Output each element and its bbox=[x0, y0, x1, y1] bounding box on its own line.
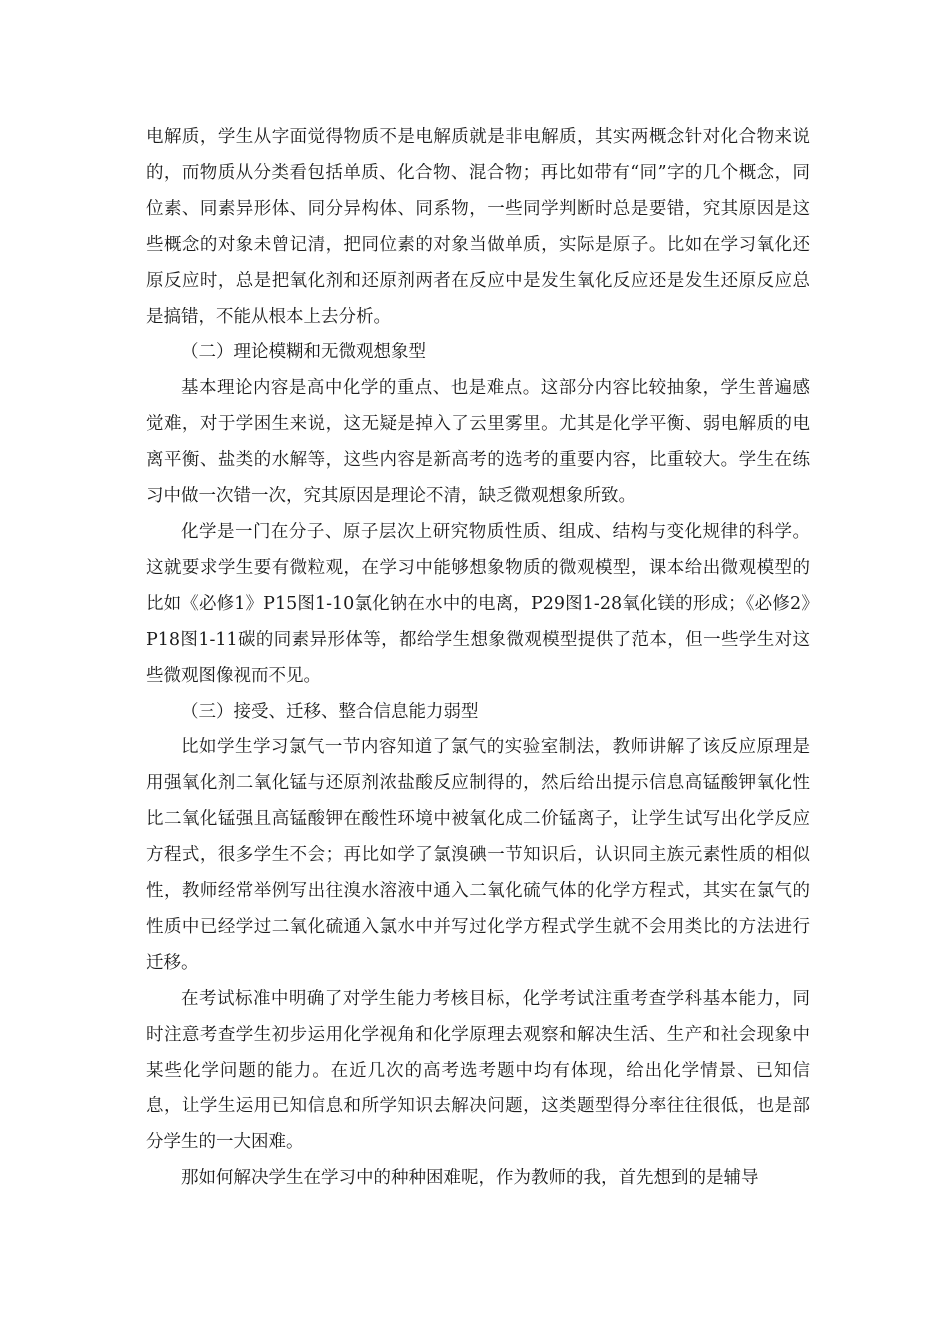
paragraph: 在考试标准中明确了对学生能力考核目标，化学考试注重考查学科基本能力，同时注意考查学生初步运用化学视角和化学原理去观察和解决生活、生产和社会现象中某些化学问题的能力。在近几次的高考选考题中均有体现，给出化学情景、已知信息，让学生运用已知信息和所学知识去解决问题，这类题型得分率往往很低，也是部分学生的一大困难。 bbox=[146, 988, 810, 1153]
section-heading-2: （二）理论模糊和无微观想象型 bbox=[181, 342, 426, 363]
paragraph: 比如学生学习氯气一节内容知道了氯气的实验室制法，教师讲解了该反应原理是用强氧化剂二氧化锰与还原剂浓盐酸反应制得的，然后给出提示信息高锰酸钾氧化性比二氧化锰强且高锰酸钾在酸性环境中被氧化成二价锰离子，让学生试写出化学反应方程式，很多学生不会；再比如学了氯溴碘一节知识后，认识同主族元素性质的相似性，教师经常举例写出往溴水溶液中通入二氧化硫气体的化学方程式，其实在氯气的性质中已经学过二氧化硫通入氯水中并写过化学方程式学生就不会用类比的方法进行迁移。 bbox=[146, 737, 810, 973]
paragraph: 化学是一门在分子、原子层次上研究物质性质、组成、结构与变化规律的科学。这就要求学生要有微粒观，在学习中能够想象物质的微观模型，课本给出微观模型的比如《必修1》P15图1-10氯化钠在水中的电离，P29图1-28氧化镁的形成；《必修2》P18图1-11碳的同素异形体等，都给学生想象微观模型提供了范本，但一些学生对这些微观图像视而不见。 bbox=[146, 521, 810, 686]
document-body bbox=[146, 120, 810, 1197]
paragraph-last: 那如何解决学生在学习中的种种困难呢，作为教师的我，首先想到的是辅导 bbox=[181, 1168, 759, 1189]
section-heading-3: （三）接受、迁移、整合信息能力弱型 bbox=[181, 701, 479, 722]
paragraph: 基本理论内容是高中化学的重点、也是难点。这部分内容比较抽象，学生普遍感觉难，对于学困生来说，这无疑是掉入了云里雾里。尤其是化学平衡、弱电解质的电离平衡、盐类的水解等，这些内容是新高考的选考的重要内容，比重较大。学生在练习中做一次错一次，究其原因是理论不清，缺乏微观想象所致。 bbox=[146, 378, 810, 507]
paragraph-continued: 电解质，学生从字面觉得物质不是电解质就是非电解质，其实两概念针对化合物来说的，而物质从分类看包括单质、化合物、混合物；再比如带有“同”字的几个概念，同位素、同素异形体、同分异构体、同系物，一些同学判断时总是要错，究其原因是这些概念的对象未曾记清，把同位素的对象当做单质，实际是原子。比如在学习氧化还原反应时，总是把氧化剂和还原剂两者在反应中是发生氧化反应还是发生还原反应总是搞错，不能从根本上去分析。 bbox=[146, 127, 810, 327]
